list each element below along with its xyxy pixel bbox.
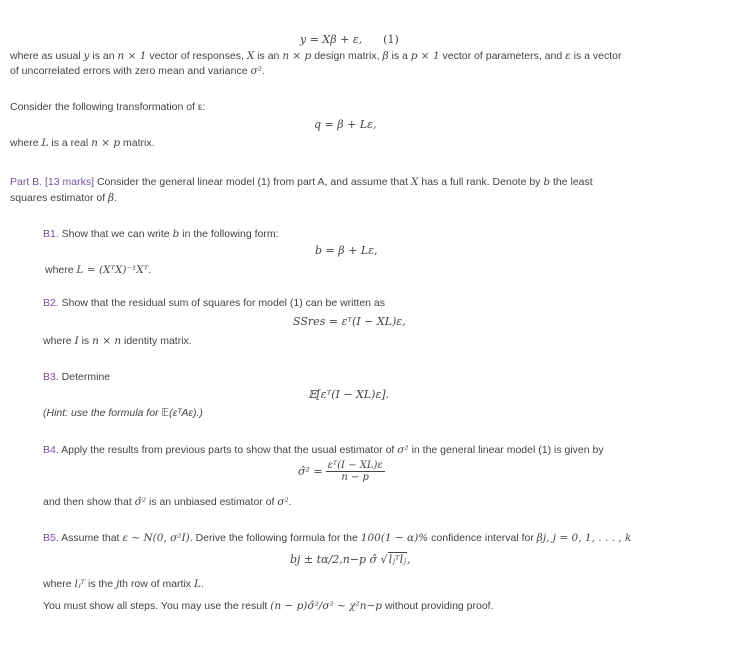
model-description-line1: where as usual y is an n × 1 vector of responses, X is an n × p design matrix, β is a p × 1 vector of parameters, and ε is a vector (10, 50, 622, 62)
b1-where: where L = (XᵀX)⁻¹Xᵀ. (45, 264, 152, 276)
b4-then: and then show that σ̂² is an unbiased estimator of σ². (43, 496, 292, 508)
transform-intro: Consider the following transformation of ε: (10, 101, 206, 113)
b5-must: You must show all steps. You may use the result (n − p)σ̂²/σ² ∼ χ²n−p without providing proof. (43, 600, 494, 612)
b4-equation-lhs: σ̂² = (298, 465, 323, 478)
part-b-line2: squares estimator of β. (10, 192, 118, 204)
transform-equation: q = β + Lε, (314, 118, 377, 131)
b3-hint: (Hint: use the formula for 𝔼(εᵀAε).) (43, 407, 203, 419)
part-b-label: Part B. [13 marks] (10, 176, 95, 188)
equation-1-body: y = Xβ + ε, (300, 33, 363, 46)
question-b5: B5. Assume that ε ∼ N(0, σ²I). Derive the following formula for the 100(1 − α)% confidence interval for βj, j = 0, 1, . . . , k (43, 532, 632, 544)
equation-1-label: (1) (383, 33, 399, 46)
b5-where: where lⱼᵀ is the jth row of martix L. (43, 578, 204, 590)
question-b4: B4. Apply the results from previous parts to show that the usual estimator of σ² in the general linear model (1) is given by (43, 444, 604, 456)
b3-equation: 𝔼[εᵀ(I − XL)ε]. (308, 388, 390, 401)
model-description-line2: of uncorrelated errors with zero mean and variance σ². (10, 65, 265, 77)
b2-where: where I is n × n identity matrix. (43, 335, 192, 347)
b4-label: B4. (43, 444, 59, 456)
b5-equation: bj ± tα/2,n−p σ̂ √lⱼᵀlⱼ, (290, 553, 411, 566)
transform-where: where L is a real n × p matrix. (10, 137, 155, 149)
b4-fraction-denominator: n − p (341, 472, 369, 483)
question-b2: B2. Show that the residual sum of squares for model (1) can be written as (43, 297, 386, 309)
equation-1 (300, 33, 399, 46)
part-b-heading: Part B. [13 marks] Consider the general linear model (1) from part A, and assume that X has a full rank. Denote by b the least (10, 176, 593, 188)
b5-equation-sqrt: lⱼᵀlⱼ (388, 553, 407, 566)
b4-fraction (326, 460, 385, 483)
b5-label: B5. (43, 532, 59, 544)
b1-equation: b = β + Lε, (315, 244, 378, 257)
question-b3: B3. Determine (43, 371, 111, 383)
b4-equation (298, 460, 385, 483)
b1-label: B1. (43, 228, 59, 240)
question-b1: B1. Show that we can write b in the following form: (43, 228, 279, 240)
b4-fraction-numerator: εᵀ(I − XL)ε (327, 460, 383, 471)
b3-label: B3. (43, 371, 59, 383)
b2-label: B2. (43, 297, 59, 309)
b5-equation-main: bj ± tα/2,n−p σ̂ (290, 553, 378, 566)
b2-equation: SSres = εᵀ(I − XL)ε, (293, 315, 406, 328)
